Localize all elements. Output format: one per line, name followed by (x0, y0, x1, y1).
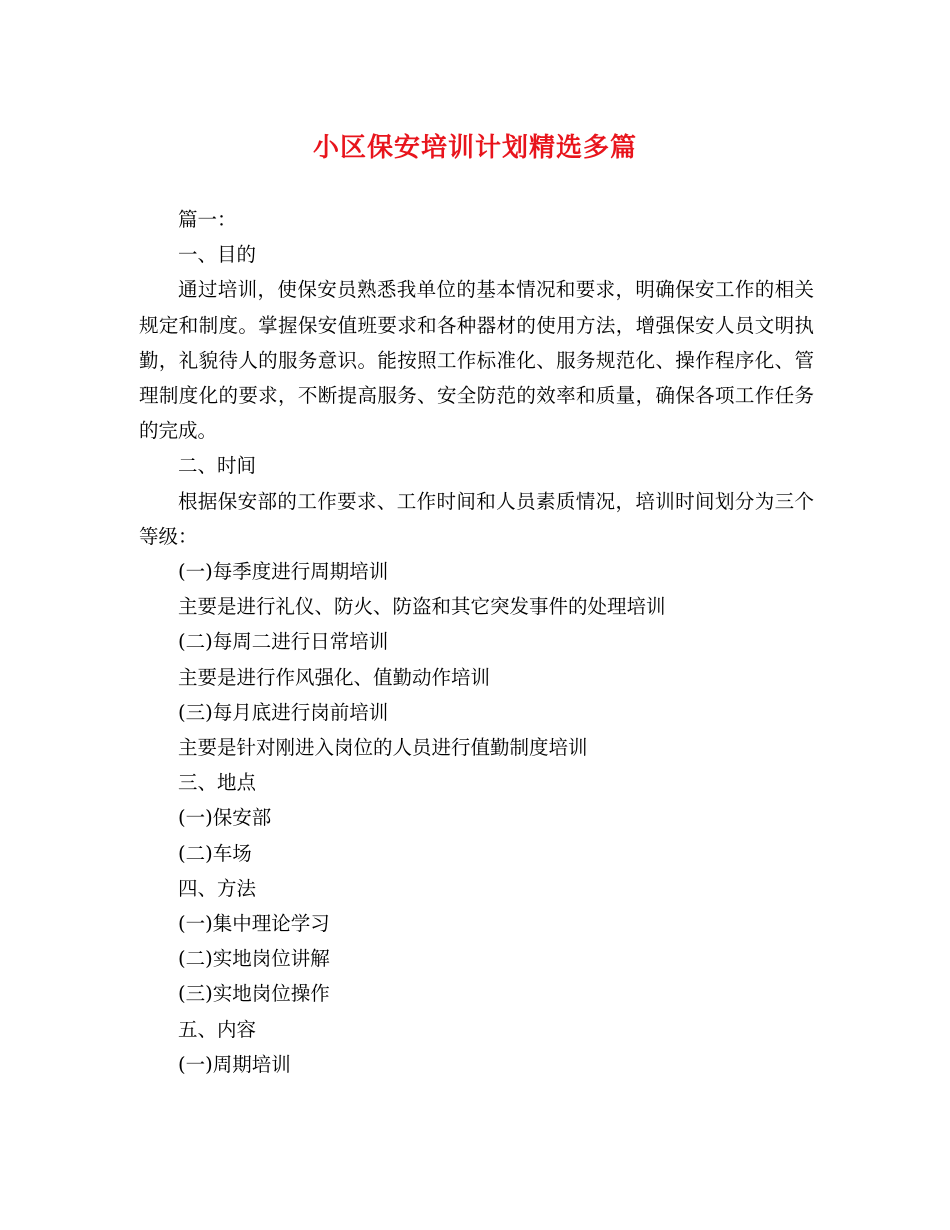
purpose-paragraph: 通过培训，使保安员熟悉我单位的基本情况和要求，明确保安工作的相关规定和制度。掌握保安值班要求和各种器材的使用方法，增强保安人员文明执勤，礼貌待人的服务意识。能按照工作标准化、服务规范化、操作程序化、管理制度化的要求，不断提高服务、安全防范的效率和质量，确保各项工作任务的完成。 (139, 278, 814, 443)
time-item-quarterly-detail: 主要是进行礼仪、防火、防盗和其它突发事件的处理培训 (178, 595, 666, 619)
section-heading-purpose: 一、目的 (178, 243, 257, 267)
document-title: 小区保安培训计划精选多篇 (312, 133, 637, 163)
location-item-parking: (二)车场 (178, 841, 252, 865)
method-item-theory: (一)集中理论学习 (178, 912, 330, 936)
location-item-security-dept: (一)保安部 (178, 806, 272, 830)
content-item-periodic: (一)周期培训 (178, 1052, 291, 1076)
method-item-operation: (三)实地岗位操作 (178, 982, 330, 1006)
section-heading-method: 四、方法 (178, 876, 257, 900)
time-item-weekly-detail: 主要是进行作风强化、值勤动作培训 (178, 665, 491, 689)
section-heading-content: 五、内容 (178, 1017, 257, 1041)
time-item-monthly-detail: 主要是针对刚进入岗位的人员进行值勤制度培训 (178, 736, 588, 760)
time-item-weekly: (二)每周二进行日常培训 (178, 630, 389, 654)
document-body (139, 202, 814, 1082)
time-paragraph: 根据保安部的工作要求、工作时间和人员素质情况，培训时间划分为三个等级： (139, 489, 814, 548)
section-heading-location: 三、地点 (178, 771, 257, 795)
method-item-explanation: (二)实地岗位讲解 (178, 947, 330, 971)
time-item-quarterly: (一)每季度进行周期培训 (178, 560, 389, 584)
section-heading-part-one: 篇一： (178, 208, 237, 231)
section-heading-time: 二、时间 (178, 454, 257, 478)
time-item-monthly: (三)每月底进行岗前培训 (178, 700, 389, 724)
